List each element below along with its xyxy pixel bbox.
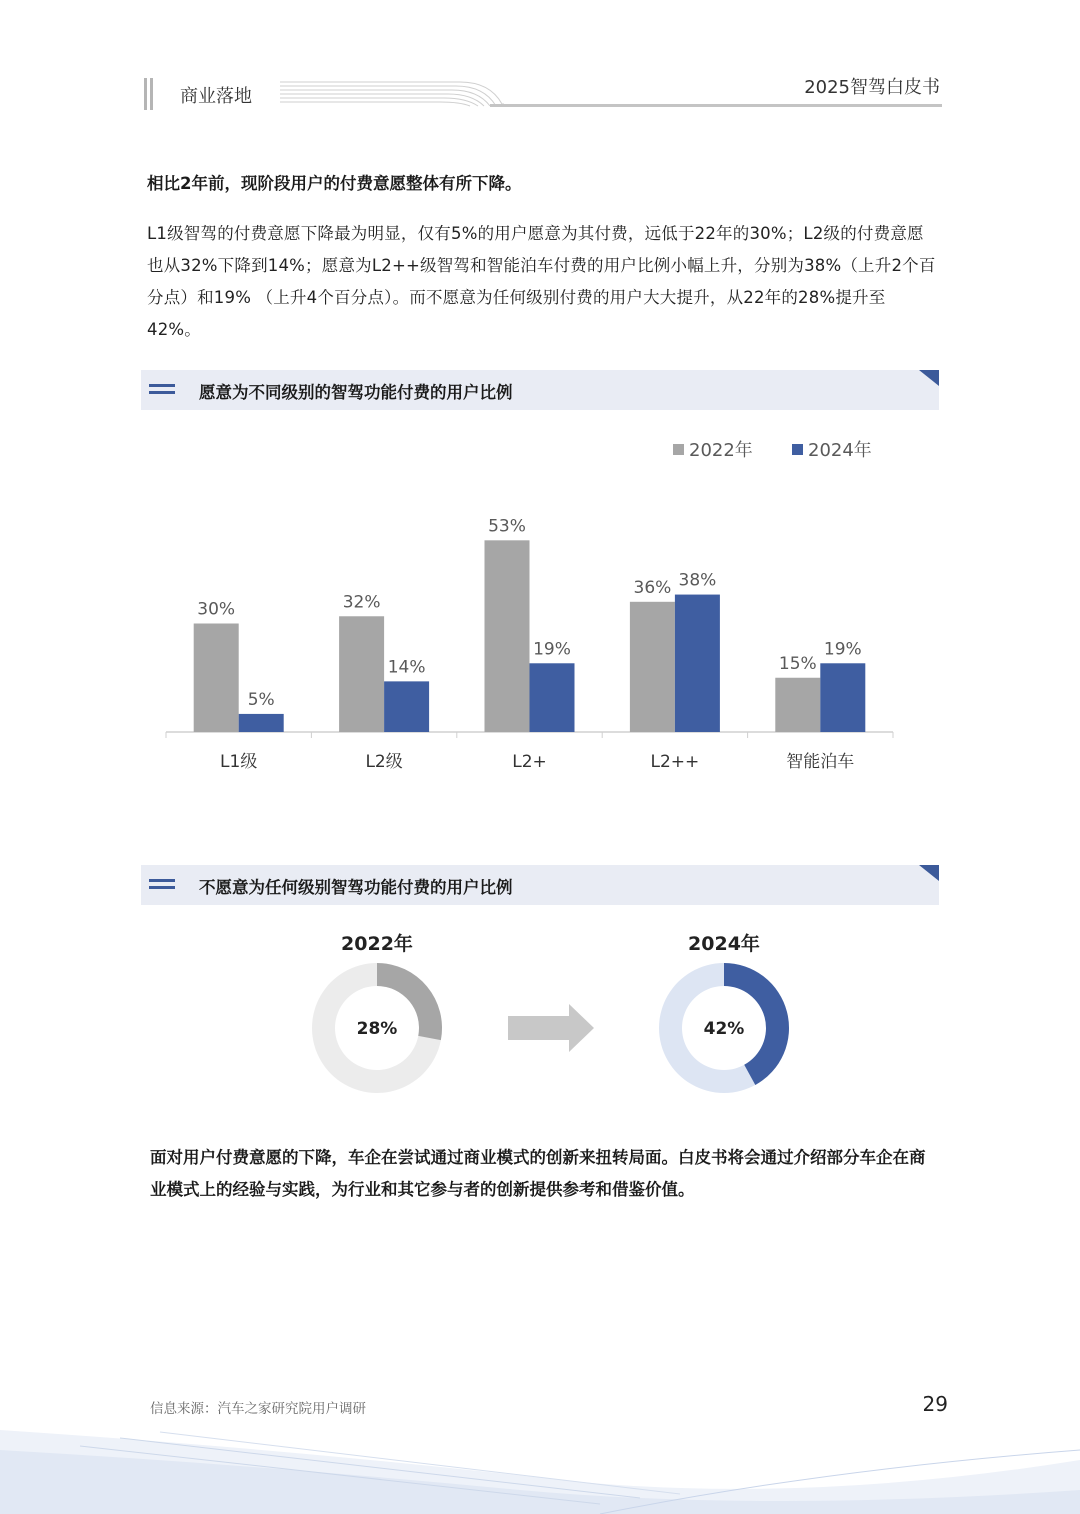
category-label-2: L2+ [512,752,547,772]
legend-swatch-0 [673,444,684,455]
banner-lines-icon [149,384,175,394]
bar-0-0 [194,624,239,733]
page-number: 29 [922,1392,948,1416]
right-arrow-icon [508,1004,594,1052]
footer-decorative-waves [0,1420,1080,1514]
legend-label-0: 2022年 [689,440,753,461]
legend-label-1: 2024年 [808,440,872,461]
bar-0-1 [339,616,384,732]
bar-1-1 [384,681,429,732]
section-title-paying-users: 愿意为不同级别的智驾功能付费的用户比例 [199,383,513,402]
header-document-title: 2025智驾白皮书 [804,77,940,98]
bar-1-3 [675,595,720,732]
source-note: 信息来源：汽车之家研究院用户调研 [150,1401,366,1417]
legend-swatch-1 [792,444,803,455]
bar-0-3 [630,602,675,732]
donut-value-label-0: 28% [356,1019,398,1039]
section-title-non-paying-users: 不愿意为任何级别智驾功能付费的用户比例 [199,878,513,897]
donut-year-label-1: 2024年 [688,933,760,955]
data-label-0-3: 36% [633,577,672,598]
category-label-4: 智能泊车 [786,752,855,772]
section-banner-non-paying-users [141,865,939,905]
data-label-1-1: 14% [387,657,426,678]
category-label-1: L2级 [365,752,403,772]
bar-1-4 [820,663,865,732]
data-label-0-2: 53% [488,516,526,537]
donut-value-label-1: 42% [703,1019,745,1039]
lead-sentence: 相比2年前，现阶段用户的付费意愿整体有所下降。 [147,174,522,193]
closing-paragraph: 面对用户付费意愿的下降，车企在尝试通过商业模式的创新来扭转局面。白皮书将会通过介绍部分车企在商业模式上的经验与实践，为行业和其它参与者的创新提供参考和借鉴价值。 [150,1148,926,1199]
bar-0-2 [485,540,530,732]
banner-lines-icon [149,879,175,889]
data-label-0-4: 15% [778,653,817,674]
bar-1-0 [239,714,284,732]
bar-chart-paying-users [141,425,939,785]
data-label-1-4: 19% [823,639,862,660]
donut-charts-non-paying-users [141,920,939,1100]
section-banner-paying-users [141,370,939,410]
category-label-3: L2++ [650,752,700,772]
donut-year-label-0: 2022年 [341,933,413,955]
bar-1-2 [530,663,575,732]
data-label-0-1: 32% [342,592,381,613]
data-label-0-0: 30% [197,599,236,620]
data-label-1-2: 19% [533,639,571,660]
body-paragraph: L1级智驾的付费意愿下降最为明显，仅有5%的用户愿意为其付费，远低于22年的30%；L2级的付费意愿也从32%下降到14%；愿意为L2++级智驾和智能泊车付费的用户比例小幅上升，分别为38%（上升2个百分点）和19% （上升4个百分点）。而不愿意为任何级别付费的用户大大提升，从22年的28%提升至42%。 [147,224,936,339]
header-bars-icon [144,78,156,110]
data-label-1-0: 5% [247,689,275,710]
header-section-label: 商业落地 [180,86,252,107]
banner-corner-triangle [919,370,939,386]
banner-corner-triangle [919,865,939,881]
data-label-1-3: 38% [678,570,717,591]
bar-0-4 [775,678,820,732]
category-label-0: L1级 [220,752,258,772]
